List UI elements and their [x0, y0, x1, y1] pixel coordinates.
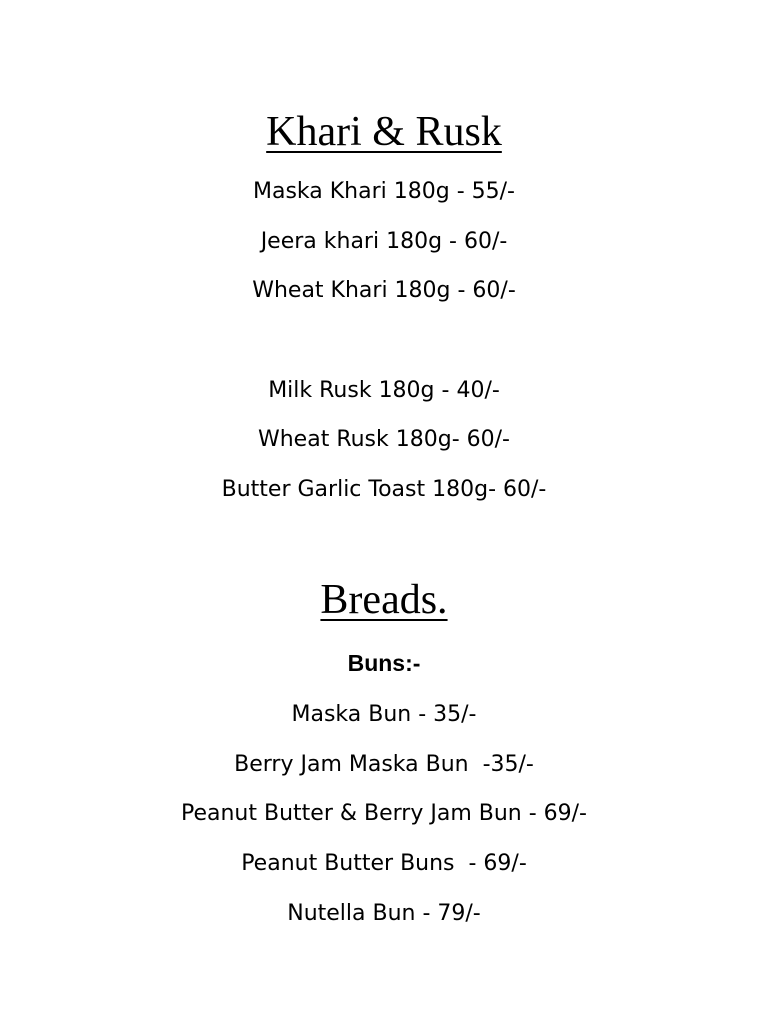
section-title-breads — [0, 576, 768, 624]
section-title-text: Khari & Rusk — [266, 109, 502, 155]
menu-item-peanut-butter-buns: Peanut Butter Buns - 69/- — [241, 851, 527, 876]
menu-item-milk-rusk: Milk Rusk 180g - 40/- — [268, 378, 500, 403]
menu-item-wheat-rusk: Wheat Rusk 180g- 60/- — [257, 427, 510, 452]
subsection-title-buns: Buns:- — [347, 650, 421, 676]
menu-item-nutella-bun: Nutella Bun - 79/- — [287, 901, 481, 926]
menu-item-berry-jam-maska-bun: Berry Jam Maska Bun -35/- — [234, 752, 534, 777]
menu-item-peanut-butter-berry-jam-bun: Peanut Butter & Berry Jam Bun - 69/- — [180, 801, 587, 826]
section-title-text: Breads. — [320, 577, 448, 623]
menu-item-wheat-khari: Wheat Khari 180g - 60/- — [252, 278, 516, 303]
menu-item-maska-bun: Maska Bun - 35/- — [291, 702, 477, 727]
menu-item-jeera-khari: Jeera khari 180g - 60/- — [260, 229, 508, 254]
section-title-khari-rusk — [0, 108, 768, 156]
menu-item-butter-garlic-toast: Butter Garlic Toast 180g- 60/- — [221, 477, 547, 502]
menu-item-maska-khari: Maska Khari 180g - 55/- — [253, 179, 515, 204]
